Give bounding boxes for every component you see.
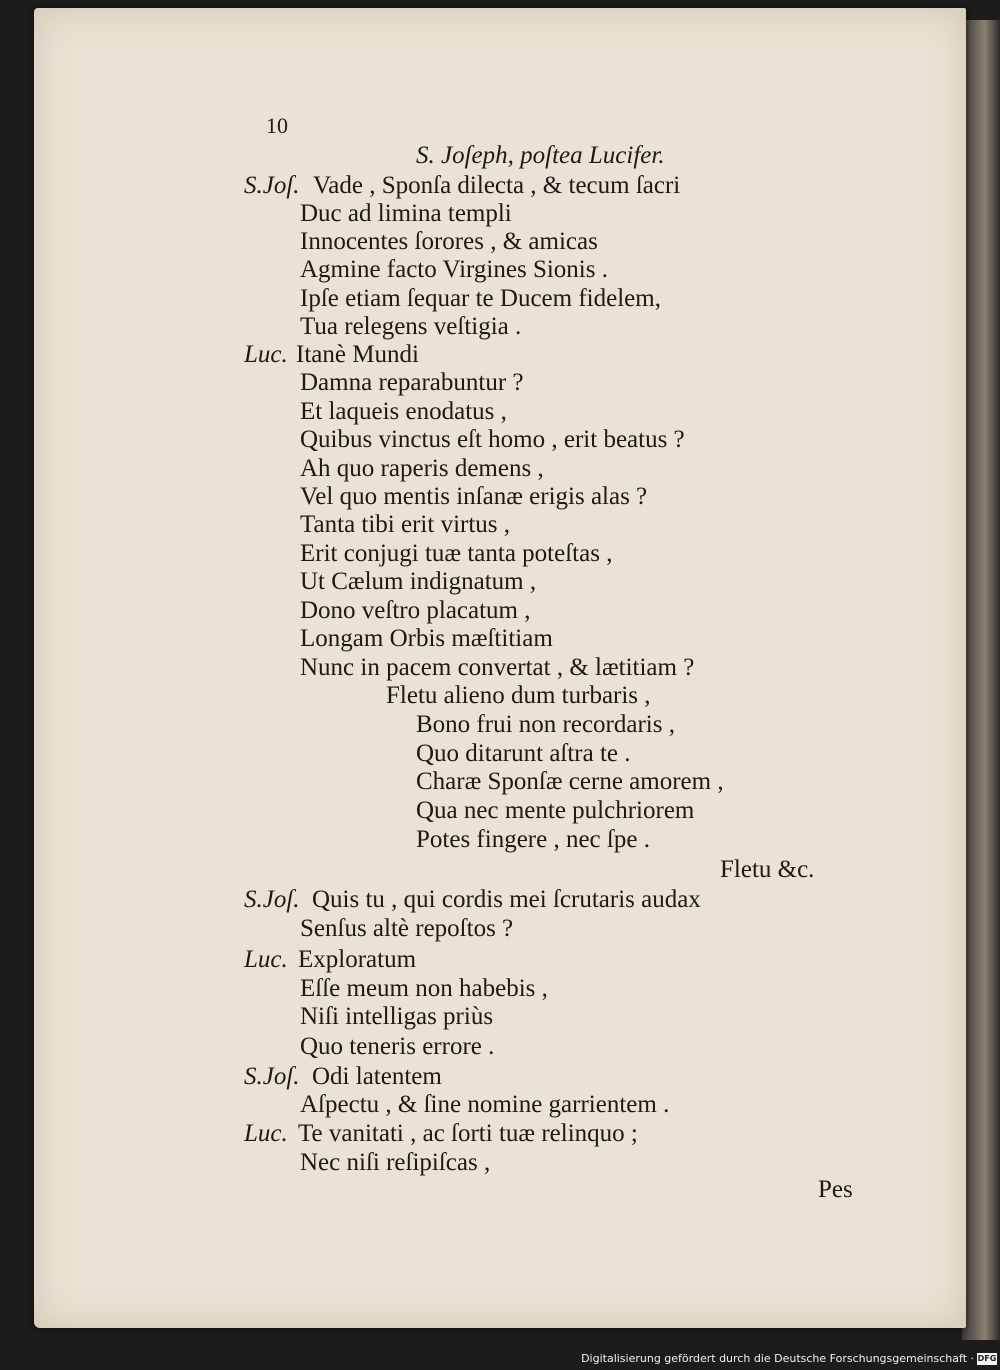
verse-line: Innocentes ſorores , & amicas bbox=[300, 228, 598, 255]
verse-line: Te vanitati , ac ſorti tuæ relinquo ; bbox=[298, 1120, 638, 1147]
page-heading: S. Joſeph, poſtea Lucifer. bbox=[416, 142, 665, 169]
verse-line: Erit conjugi tuæ tanta poteſtas , bbox=[300, 540, 613, 567]
verse-line: Exploratum bbox=[298, 946, 417, 973]
speaker-label: Luc. bbox=[244, 1120, 288, 1147]
verse-line: Vel quo mentis inſanæ erigis alas ? bbox=[300, 483, 648, 510]
verse-line: Niſi intelligas priùs bbox=[300, 1003, 494, 1030]
verse-line: Quo teneris errore . bbox=[300, 1033, 495, 1060]
verse-line: Tua relegens veſtigia . bbox=[300, 313, 522, 340]
verse-line: Quis tu , qui cordis mei ſcrutaris audax bbox=[312, 886, 701, 913]
verse-line: Damna reparabuntur ? bbox=[300, 369, 524, 396]
verse-line: Itanè Mundi bbox=[296, 341, 419, 368]
book-page-edge bbox=[962, 20, 1000, 1340]
verse-line: Longam Orbis mæſtitiam bbox=[300, 625, 553, 652]
verse-line: Qua nec mente pulchriorem bbox=[416, 797, 695, 824]
verse-line: Potes fingere , nec ſpe . bbox=[416, 826, 650, 853]
verse-line: Ut Cælum indignatum , bbox=[300, 568, 537, 595]
verse-line: Nunc in pacem convertat , & lætitiam ? bbox=[300, 654, 695, 681]
verse-line: Agmine facto Virgines Sionis . bbox=[300, 256, 608, 283]
speaker-label: S.Joſ. bbox=[244, 172, 300, 199]
verse-line: Tanta tibi erit virtus , bbox=[300, 511, 511, 538]
verse-line: Nec niſi reſipiſcas , bbox=[300, 1149, 491, 1176]
speaker-label: Luc. bbox=[244, 341, 288, 368]
refrain-marker: Fletu &c. bbox=[720, 856, 815, 883]
dfg-logo: DFG bbox=[977, 1354, 997, 1363]
verse-line: Odi latentem bbox=[312, 1063, 442, 1090]
verse-line: Ah quo raperis demens , bbox=[300, 455, 544, 482]
verse-line: Quibus vinctus eſt homo , erit beatus ? bbox=[300, 426, 685, 453]
verse-line: Fletu alieno dum turbaris , bbox=[386, 682, 651, 709]
verse-line: Dono veſtro placatum , bbox=[300, 597, 531, 624]
verse-line: Et laqueis enodatus , bbox=[300, 398, 507, 425]
page-number: 10 bbox=[266, 113, 288, 138]
speaker-label: Luc. bbox=[244, 946, 288, 973]
verse-line: Aſpectu , & ſine nomine garrientem . bbox=[300, 1091, 670, 1118]
verse-line: Charæ Sponſæ cerne amorem , bbox=[416, 768, 724, 795]
speaker-label: S.Joſ. bbox=[244, 1063, 300, 1090]
verse-line: Senſus altè repoſtos ? bbox=[300, 915, 514, 942]
verse-line: Duc ad limina templi bbox=[300, 200, 512, 227]
verse-line: Ipſe etiam ſequar te Ducem fidelem, bbox=[300, 285, 661, 312]
verse-line: Quo ditarunt aſtra te . bbox=[416, 740, 631, 767]
verse-line: Eſſe meum non habebis , bbox=[300, 975, 548, 1002]
verse-line: Vade , Sponſa dilecta , & tecum ſacri bbox=[313, 172, 681, 199]
speaker-label: S.Joſ. bbox=[244, 886, 300, 913]
catchword: Pes bbox=[818, 1176, 853, 1203]
verse-line: Bono frui non recordaris , bbox=[416, 711, 675, 738]
digitization-credit: Digitalisierung gefördert durch die Deutsche Forschungsgemeinschaft · bbox=[581, 1352, 974, 1365]
